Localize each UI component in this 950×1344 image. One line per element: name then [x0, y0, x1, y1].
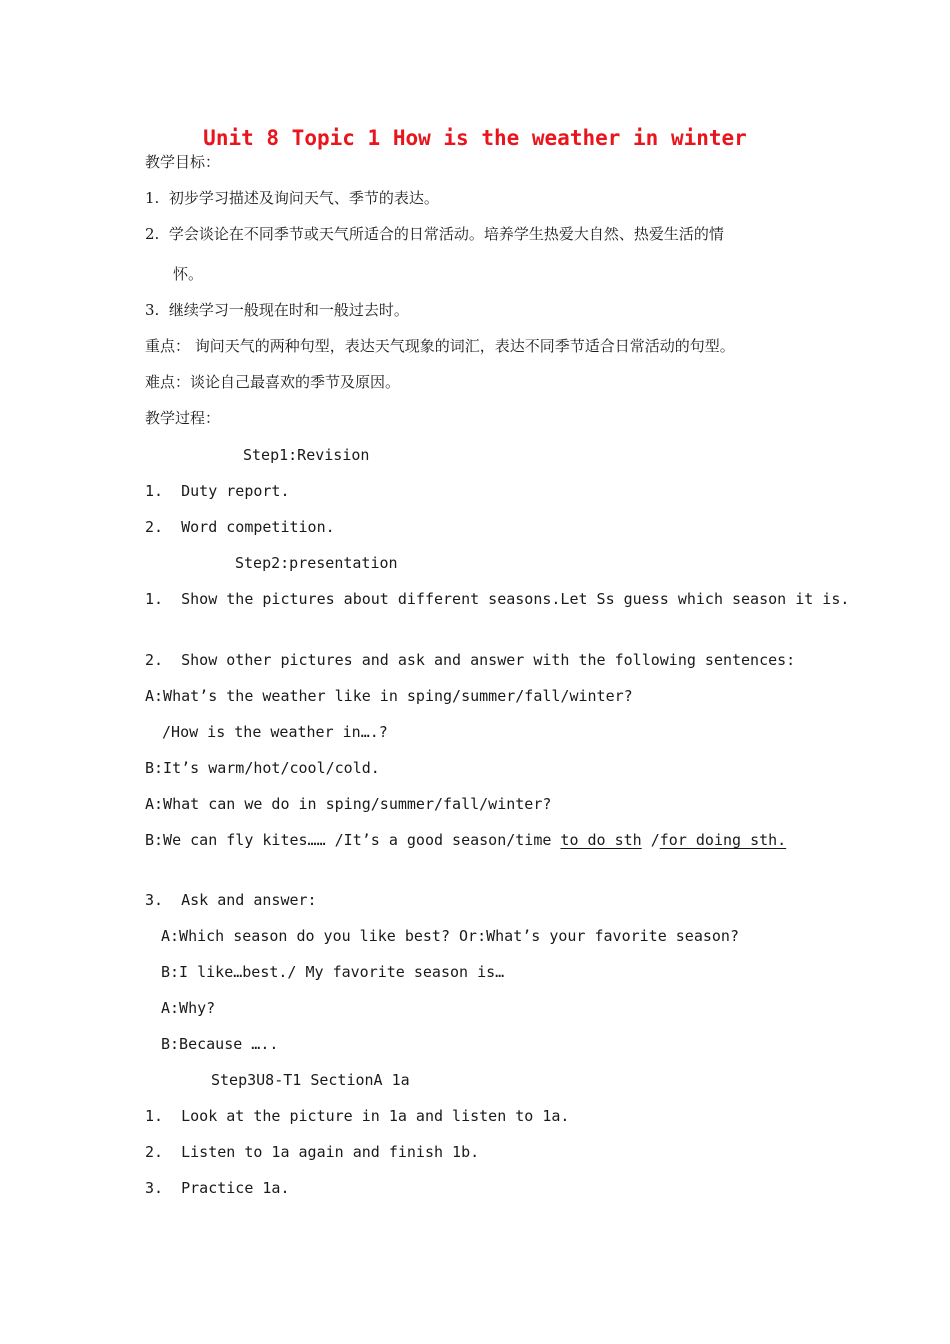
step1-item: 2. Word competition. — [145, 518, 335, 536]
dialogue-text: B:We can fly kites…… /It’s a good season/time — [145, 831, 561, 849]
dialogue-line — [145, 830, 786, 850]
dialogue-line: B:I like…best./ My favorite season is… — [161, 963, 505, 981]
dialogue-line: A:Which season do you like best? Or:What’s your favorite season? — [161, 927, 739, 945]
step2-heading: Step2:presentation — [235, 554, 398, 572]
underlined-phrase: to do sth — [560, 831, 642, 849]
step3-heading: Step3U8-T1 SectionA 1a — [211, 1071, 410, 1089]
step3-item: 3. Practice 1a. — [145, 1179, 290, 1197]
underlined-phrase: for doing sth. — [659, 831, 787, 849]
objective-item: 2. 学会谈论在不同季节或天气所适合的日常活动。培养学生热爱大自然、热爱生活的情 — [145, 225, 724, 243]
document-title: Unit 8 Topic 1 How is the weather in winter — [203, 126, 747, 150]
step3-item: 2. Listen to 1a again and finish 1b. — [145, 1143, 480, 1161]
dialogue-text: / — [641, 831, 660, 849]
dialogue-line: B:It’s warm/hot/cool/cold. — [145, 759, 380, 777]
step2-item: 2. Show other pictures and ask and answer with the following sentences: — [145, 651, 796, 669]
step1-heading: Step1:Revision — [243, 446, 370, 464]
key-points: 重点： 询问天气的两种句型，表达天气现象的词汇，表达不同季节适合日常活动的句型。 — [145, 337, 735, 355]
dialogue-line: A:Why? — [161, 999, 216, 1017]
dialogue-line: A:What can we do in sping/summer/fall/winter? — [145, 795, 552, 813]
step3-item: 1. Look at the picture in 1a and listen to 1a. — [145, 1107, 570, 1125]
objectives-heading: 教学目标： — [145, 153, 221, 171]
objective-item: 1. 初步学习描述及询问天气、季节的表达。 — [145, 189, 439, 207]
dialogue-line: A:What’s the weather like in sping/summer/fall/winter? — [145, 687, 633, 705]
difficult-points: 难点：谈论自己最喜欢的季节及原因。 — [145, 373, 401, 391]
step2-item: 3. Ask and answer: — [145, 891, 317, 909]
objective-item: 3. 继续学习一般现在时和一般过去时。 — [145, 301, 409, 319]
objective-item-continuation: 怀。 — [173, 265, 204, 283]
step1-item: 1. Duty report. — [145, 482, 290, 500]
dialogue-line: B:Because ….. — [161, 1035, 279, 1053]
step2-item: 1. Show the pictures about different seasons.Let Ss guess which season it is. — [145, 590, 850, 608]
process-heading: 教学过程： — [145, 409, 221, 427]
dialogue-line: /How is the weather in….? — [153, 723, 388, 741]
